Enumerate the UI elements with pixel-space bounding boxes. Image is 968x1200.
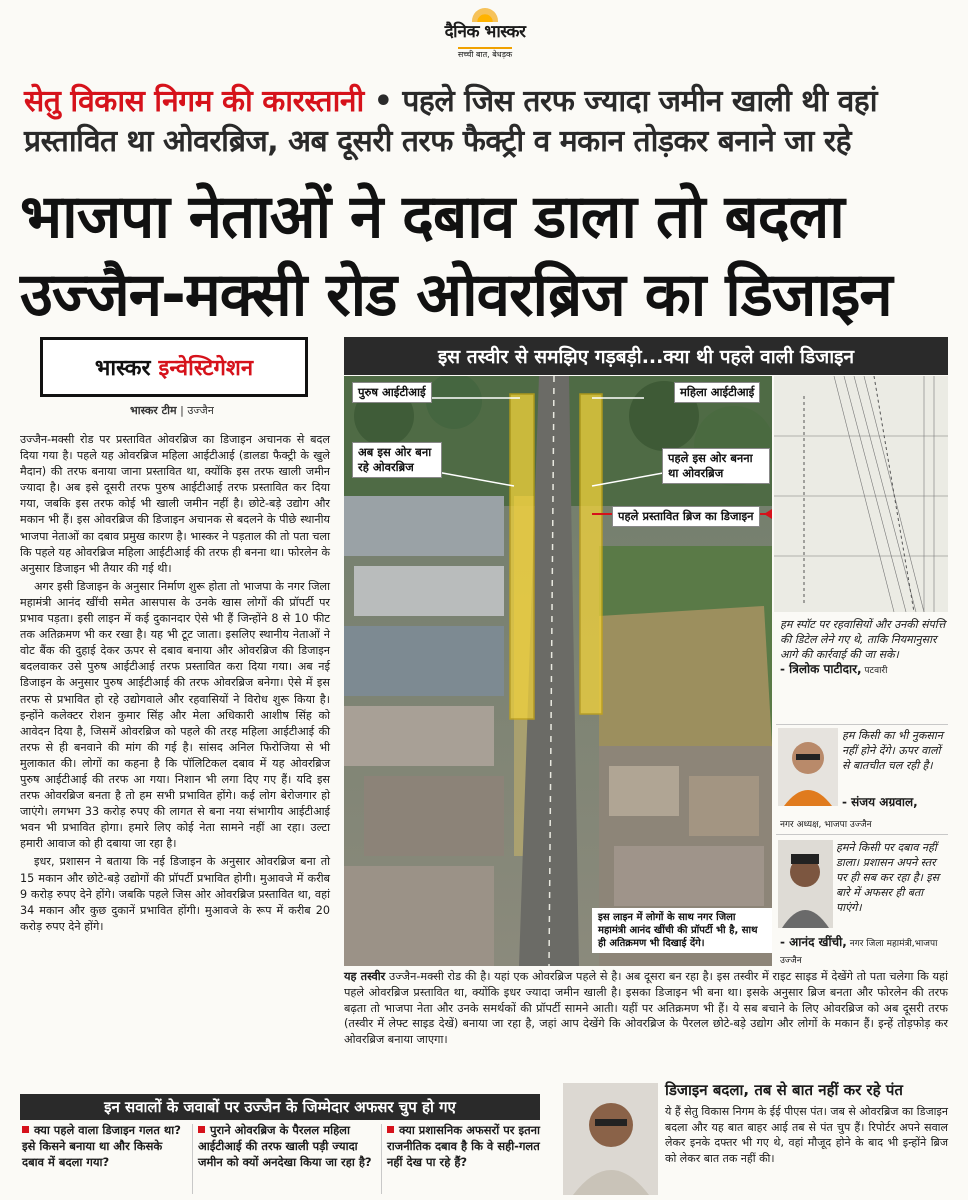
caption-text: उज्जैन-मक्सी रोड की है। यहां एक ओवरब्रिज पहले से है। अब दूसरा बन रहा है। इस तस्वीर में राइट साइड में देखेंगे तो पता चलेगा कि यहां पहले ओवरब्रिज प्रस्तावित था, क्योंकि इधर ज्यादा जमीन खाली है। इसका डिजाइन भी बना था। इसके अनुसार ब्रिज बनता और फोरलेन की तरफ बढ़ता तो भाजपा नेता और उनके समर्थकों की प्रॉपर्टी सामने आती। यहीं पर अतिक्रमण भी हैं। ये सब बचाने के लिए ओवरब्रिज को अब दूसरी तरफ (तस्वीर में लेफ्ट साइड देखें) बनाया जा रहा है, जहां आप देखेंगे कि ओवरब्रिज के पैरलल छोटे-बड़े उद्योग और लोगों के मकान हैं। इन्हें तोड़फोड़ कर ओवरब्रिज बनाया जाएगा।	[344, 970, 948, 1047]
quote-author: - आनंद खींची,	[780, 935, 847, 949]
label-now-here: अब इस ओर बना रहे ओवरब्रिज	[352, 442, 442, 478]
old-bridge-highlight	[580, 394, 602, 714]
question-text: क्या पहले वाला डिजाइन गलत था? इसे किसने बनाया था और किसके दबाव में बदला गया?	[22, 1123, 181, 1169]
label-property-line: इस लाइन में लोगों के साथ नगर जिला महामंत्री आनंद खींची की प्रॉपर्टी भी है, साथ ही अतिक्रमण भी दिखाई देंगे।	[592, 908, 772, 953]
question-text: पुराने ओवरब्रिज के पैरलल महिला आईटीआई की तरफ खाली पड़ी ज्यादा जमीन को क्यों अनदेखा किया जा रहा है?	[198, 1123, 372, 1169]
article-body	[20, 432, 330, 937]
quote-author: - त्रिलोक पाटीदार,	[780, 662, 862, 676]
divider	[381, 1124, 382, 1194]
new-bridge-highlight	[510, 394, 534, 719]
label-purush-iti: पुरुष आईटीआई	[352, 382, 432, 403]
sun-logo-icon	[472, 8, 498, 22]
photo-title: इस तस्वीर से समझिए गड़बड़ी...क्या थी पहले वाली डिजाइन	[437, 346, 855, 368]
quote-sanjay	[842, 728, 948, 773]
photo-title-bar	[344, 337, 948, 375]
byline	[130, 403, 214, 418]
question-item	[387, 1122, 547, 1170]
masthead-tagline: सच्ची बात, बेधड़क	[458, 47, 512, 60]
questions-title-bar	[20, 1094, 540, 1120]
pant-text: ये हैं सेतु विकास निगम के ईई पीएस पंत। जब से ओवरब्रिज का डिजाइन बदला और यह बात बाहर आई तब से पंत चुप हैं। रिपोर्टर अपने सवाल लेकर इनके दफ्तर भी गए थे, वहां मौजूद होने के बाद भी इन्होंने ब्रिज को लेकर बात तक नहीं की।	[665, 1105, 948, 1165]
masthead-name: दैनिक भास्कर	[444, 22, 526, 42]
quote-text: हम स्पॉट पर रहवासियों और उनकी संपत्ति की डिटेल लेने गए थे, ताकि नियमानुसार आगे की कार्रवाई की जा सके।	[780, 618, 946, 661]
avatar-sanjay-agrawal	[778, 728, 838, 806]
kicker	[24, 82, 949, 162]
headline	[20, 178, 950, 334]
quote-role: नगर जिला महामंत्री,भाजपा उज्जैन	[780, 939, 938, 966]
quote-sanjay-role	[780, 816, 948, 833]
masthead-logo	[420, 8, 550, 70]
kicker-highlight: सेतु विकास निगम की कारस्तानी	[24, 84, 364, 119]
quote-author: - संजय अग्रवाल,	[842, 795, 918, 809]
questions-title: इन सवालों के जवाबों पर उज्जैन के जिम्मेदार अफसर चुप हो गए	[104, 1098, 456, 1116]
bullet-icon	[387, 1126, 394, 1133]
byline-separator: |	[176, 404, 188, 417]
question-text: क्या प्रशासनिक अफसरों पर इतना राजनीतिक दबाव है कि वे सही-गलत नहीं देख पा रहे हैं?	[387, 1123, 541, 1169]
label-proposed-design: पहले प्रस्तावित ब्रिज का डिजाइन	[612, 506, 760, 527]
badge-investigation: इन्वेस्टिगेशन	[158, 356, 254, 381]
divider	[192, 1124, 193, 1194]
quote-sanjay-author	[842, 795, 948, 810]
quote-text: हम किसी का भी नुकसान नहीं होने देंगे। ऊपर वालों से बातचीत चल रही है।	[842, 729, 943, 772]
caption-lead: यह तस्वीर	[344, 970, 386, 983]
kicker-text: • पहले जिस तरफ ज्यादा जमीन खाली थी वहां प्रस्तावित था ओवरब्रिज, अब दूसरी तरफ फैक्ट्री व मकान तोड़कर बनाने जा रहे	[24, 84, 877, 159]
investigation-badge	[40, 337, 308, 397]
headline-line-2: उज्जैन-मक्सी रोड ओवरब्रिज का डिजाइन	[20, 260, 892, 330]
bullet-icon	[22, 1126, 29, 1133]
byline-city: उज्जैन	[187, 404, 214, 417]
blueprint-illustration	[774, 376, 948, 612]
question-item	[22, 1122, 187, 1170]
photo-caption	[344, 969, 948, 1048]
label-before-here: पहले इस ओर बनना था ओवरब्रिज	[662, 448, 770, 484]
bullet-icon	[198, 1126, 205, 1133]
aerial-photo	[344, 376, 772, 966]
quote-role: पटवारी	[861, 666, 888, 676]
article-paragraph: इधर, प्रशासन ने बताया कि नई डिजाइन के अनुसार ओवरब्रिज बना तो 15 मकान और छोटे-बड़े उद्योगों की प्रॉपर्टी प्रभावित होगी। मुआवजे में करीब 9 करोड़ रुपए देने होंगे। जबकि पहले जिस ओर ओवरब्रिज प्रस्तावित था, वहां 34 मकान और कुछ दुकानें प्रभावित होंगी। मुआवजे के रूप में करीब 20 करोड़ रुपए देने होंगे।	[20, 855, 330, 933]
badge-brand: भास्कर	[94, 356, 151, 381]
headline-line-1: भाजपा नेताओं ने दबाव डाला तो बदला	[20, 182, 844, 252]
pant-heading: डिजाइन बदला, तब से बात नहीं कर रहे पंत	[665, 1081, 903, 1099]
avatar-ps-pant	[563, 1083, 658, 1195]
avatar-anand-khinchi	[778, 840, 833, 928]
quote-patwari	[780, 617, 948, 679]
article-paragraph: अगर इसी डिजाइन के अनुसार निर्माण शुरू होता तो भाजपा के नगर जिला महामंत्री आनंद खींची समेत आसपास के उनके खास लोगों की प्रॉपर्टी पर प्रभाव पड़ता। इसी लाइन में कई दुकानदार ऐसे भी हैं जिन्होंने 8 से 10 फीट तक अतिक्रमण भी कर रखा है। यह भी टूट जाता। इसलिए स्थानीय नेताओं ने वोट बैंक की दुहाई देकर ऊपर से दबाव बनाया और ओवरब्रिज की डिजाइन बदलवाकर उसे पुरुष आईटीआई तरफ प्रस्तावित करा दिया गया। अब नई डिजाइन के अनुसार पुरुष आईटीआई की तरफ ओवरब्रिज बनेगा। ऐसे में इस तरफ से प्रभावित हो रहे उद्योगवाले और रहवासियों ने विरोध शुरू किया है। इन्होंने कलेक्टर रोशन कुमार सिंह और मेला अधिकारी आशीष सिंह को आवेदन दिया है, जिसमें ओवरब्रिज को पहले की तरह महिला आईटीआई की तरफ से ही बनवाने की मांग की गई है। सांसद अनिल फिरोजिया से भी मुलाकात की। लोगों का कहना है कि पॉलिटिकल दबाव में यह ओवरब्रिज पुरुष आईटीआई की तरफ आ गया। निशान भी लगा दिए गए हैं। यदि इस तरफ ओवरब्रिज बनता है तो हम सभी प्रभावित होंगे। कई लोग बेरोजगार हो जाएंगे। लगभग 33 करोड़ रुपए की लागत से बना नया संभागीय आईटीआई भवन भी प्रभावित होगा। हमारे लिए कोई नेता सामने नहीं आ रहा। उल्टा हमारी आवाज को ही दबाया जा रहा है।	[20, 579, 330, 851]
divider	[776, 834, 948, 835]
divider	[776, 724, 948, 725]
quote-anand-author	[780, 935, 948, 969]
label-mahila-iti: महिला आईटीआई	[674, 382, 760, 403]
quote-role: नगर अध्यक्ष, भाजपा उज्जैन	[780, 820, 872, 830]
quote-anand	[836, 840, 948, 915]
byline-team: भास्कर टीम	[130, 404, 177, 417]
article-paragraph: उज्जैन-मक्सी रोड पर प्रस्तावित ओवरब्रिज का डिजाइन अचानक से बदल दिया गया है। पहले यह ओवरब्रिज महिला आईटीआई (डालडा फैक्ट्री के खुले मैदान) की तरफ बनाया जाना प्रस्तावित था, क्योंकि इस तरफ खाली जमीन ज्यादा है। अब इसे दूसरी तरफ पुरुष आईटीआई तरफ प्रस्तावित कर दिया गया, जबकि इस तरफ कोई भी खाली जमीन नहीं है। छोटे-बड़े उद्योग और मकान भी हैं। इस ओवरब्रिज की डिजाइन अचानक से बदलने के पीछे स्थानीय भाजपा नेताओं का दबाव प्रमुख कारण है। भास्कर ने पड़ताल की तो पता चला कि पहले यह ओवरब्रिज महिला आईटीआई की तरफ ही बनना था। फोरलेन के अनुसार डिजाइन भी तैयार की गई थी।	[20, 433, 330, 575]
question-item	[198, 1122, 376, 1170]
design-drawing	[774, 376, 948, 612]
quote-text: हमने किसी पर दबाव नहीं डाला। प्रशासन अपने स्तर पर ही सब कर रहा है। इस बारे में अफसर ही बता पाएंगे।	[836, 841, 940, 914]
